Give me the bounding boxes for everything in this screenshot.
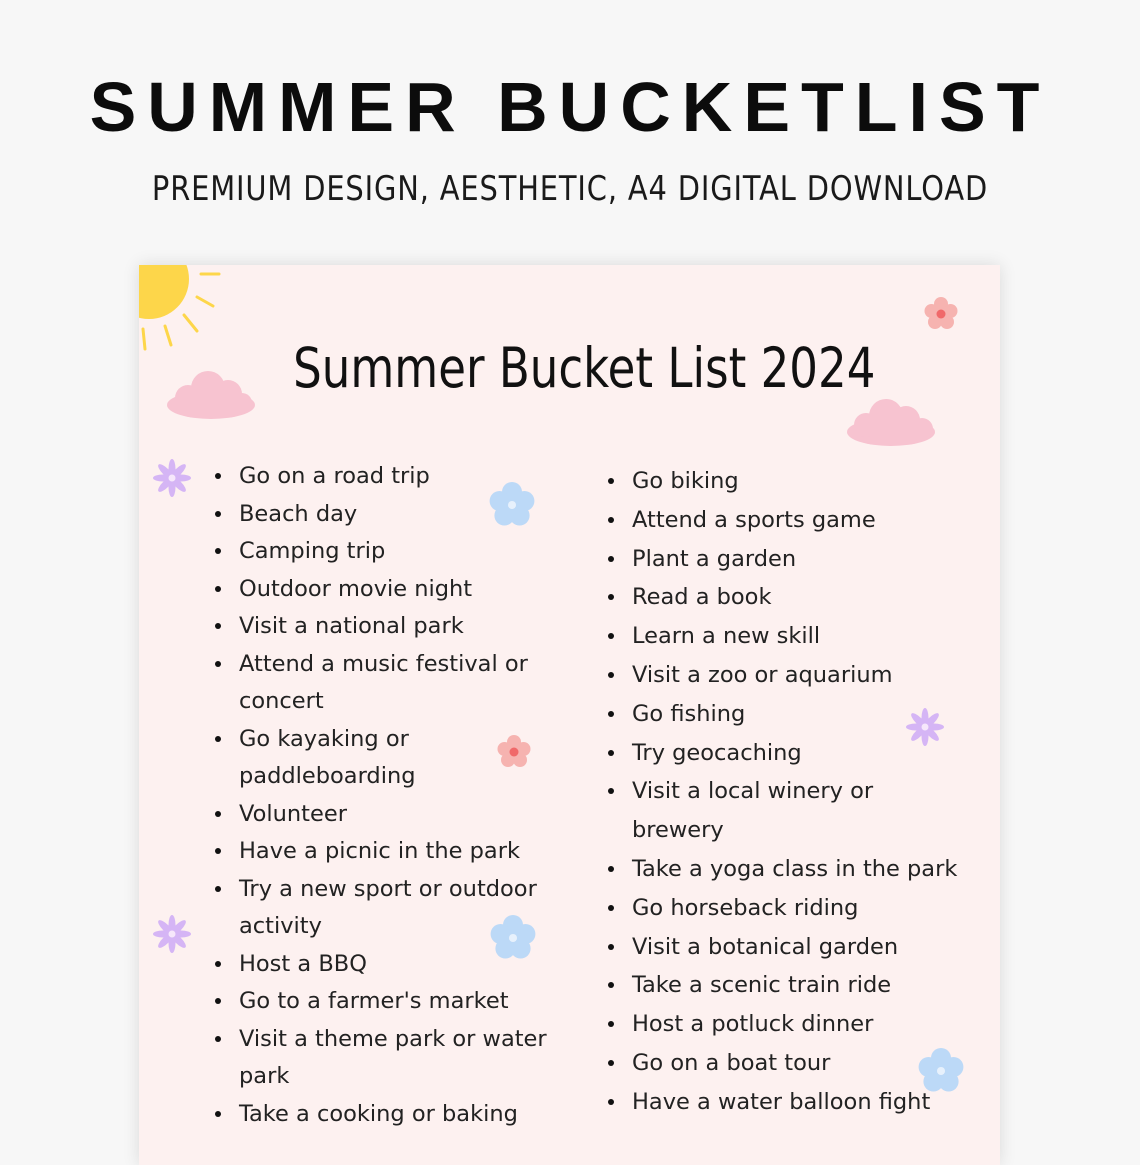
- list-item: Visit a national park: [215, 608, 555, 646]
- list-item: Visit a local winery or brewery: [608, 772, 958, 850]
- list-item: Go fishing: [608, 695, 958, 734]
- list-item: Host a potluck dinner: [608, 1005, 958, 1044]
- list-item: Go on a boat tour: [608, 1044, 958, 1083]
- list-item: Take a yoga class in the park: [608, 850, 958, 889]
- list-item: Beach day: [215, 496, 555, 534]
- cloud-icon: [844, 395, 939, 450]
- list-item: Have a picnic in the park: [215, 833, 555, 871]
- list-item: Host a BBQ: [215, 946, 555, 984]
- list-item: Go on a road trip: [215, 458, 555, 496]
- sheet-title: Summer Bucket List 2024: [293, 336, 876, 400]
- list-item: Take a cooking or baking: [215, 1096, 555, 1134]
- list-item: Read a book: [608, 578, 958, 617]
- list-item: Visit a theme park or water park: [215, 1021, 555, 1096]
- list-item: Visit a zoo or aquarium: [608, 656, 958, 695]
- flower-icon: [151, 913, 193, 955]
- headline: SUMMER BUCKETLIST: [89, 68, 1051, 146]
- list-item: Try a new sport or outdoor activity: [215, 871, 555, 946]
- list-item: Outdoor movie night: [215, 571, 555, 609]
- bucket-list-right-column: [608, 462, 958, 1122]
- list-item: Go horseback riding: [608, 889, 958, 928]
- list-item: Camping trip: [215, 533, 555, 571]
- list-item: Attend a sports game: [608, 501, 958, 540]
- list-item: Take a scenic train ride: [608, 966, 958, 1005]
- list-item: Have a water balloon fight: [608, 1083, 958, 1122]
- list-item: Attend a music festival or concert: [215, 646, 555, 721]
- bucket-list-sheet: [139, 265, 1000, 1165]
- flower-icon: [921, 294, 961, 334]
- flower-icon: [151, 457, 193, 499]
- list-item: Go to a farmer's market: [215, 983, 555, 1021]
- list-item: Visit a botanical garden: [608, 928, 958, 967]
- list-item: Go kayaking or paddleboarding: [215, 721, 555, 796]
- list-item: Volunteer: [215, 796, 555, 834]
- bucket-list-left-column: [215, 458, 555, 1133]
- list-item: Plant a garden: [608, 540, 958, 579]
- list-item: Try geocaching: [608, 734, 958, 773]
- subheadline: PREMIUM DESIGN, AESTHETIC, A4 DIGITAL DOWNLOAD: [151, 169, 989, 209]
- list-item: Learn a new skill: [608, 617, 958, 656]
- list-item: Go biking: [608, 462, 958, 501]
